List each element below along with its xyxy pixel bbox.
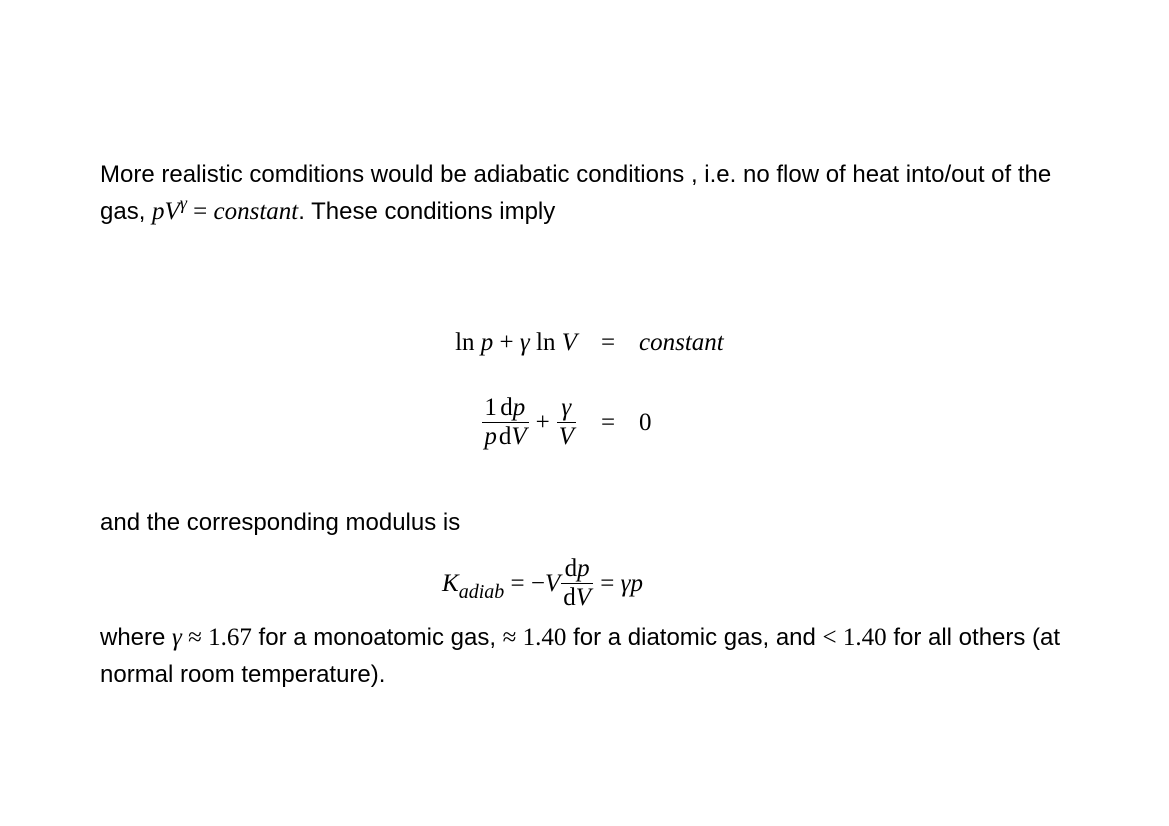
d-operator: d xyxy=(498,423,512,450)
fraction-dp-dV xyxy=(497,395,529,450)
d-operator: d xyxy=(564,555,578,582)
conclusion-text: for a monoatomic gas, xyxy=(251,624,503,651)
ln-operator: ln xyxy=(529,329,562,356)
fraction-numerator: 1 xyxy=(484,394,497,421)
var-V: V xyxy=(511,423,527,450)
var-gamma: γ xyxy=(519,329,530,356)
equals-sign: = xyxy=(594,569,621,597)
fraction-denominator: p xyxy=(484,423,497,450)
conclusion-text: for a diatomic gas, and xyxy=(566,624,823,651)
ln-operator: ln xyxy=(455,329,475,356)
eq-p: p xyxy=(152,198,165,225)
plus-sign: + xyxy=(535,408,550,436)
var-V: V xyxy=(575,584,592,611)
equation-row-1 xyxy=(437,328,724,358)
eq-equals: = xyxy=(186,198,214,225)
d-operator: d xyxy=(563,584,576,611)
fraction-denominator xyxy=(497,422,529,450)
var-gamma: γ xyxy=(620,569,631,597)
plus-sign: + xyxy=(493,329,520,356)
fraction-numerator: γ xyxy=(561,394,572,421)
equals-sign: = xyxy=(600,408,616,436)
var-p: p xyxy=(512,394,526,421)
conclusion-paragraph xyxy=(100,619,1080,693)
modulus-equation xyxy=(442,556,643,611)
equation-row-2-lhs xyxy=(437,395,577,450)
var-K: K xyxy=(442,569,459,597)
conclusion-text: where xyxy=(100,624,173,651)
intro-text: More realistic comditions would be adiabatic conditions , i.e. no flow of heat into/out of the gas, xyxy=(100,161,1052,225)
var-V: V xyxy=(561,329,577,356)
eq-gamma-exponent: γ xyxy=(179,193,187,213)
var-V: V xyxy=(544,569,561,597)
conclusion-text: for all others (at normal room temperature). xyxy=(100,624,1061,688)
fraction-numerator xyxy=(563,556,592,583)
approx-value-diatomic: ≈ 1.40 xyxy=(502,624,567,651)
equals-sign: = xyxy=(600,329,616,356)
eq-constant: constant xyxy=(213,198,299,225)
approx-value-monoatomic: ≈ 1.67 xyxy=(181,624,252,651)
fraction-gamma-over-V xyxy=(557,395,576,450)
equation-row-2 xyxy=(437,395,652,450)
less-than-value: < 1.40 xyxy=(822,624,887,651)
fraction-numerator xyxy=(498,395,527,422)
intro-paragraph xyxy=(100,156,1080,232)
var-gamma: γ xyxy=(172,624,182,651)
modulus-intro-paragraph: and the corresponding modulus is xyxy=(100,509,461,536)
fraction-dp-dV xyxy=(561,556,593,611)
var-p: p xyxy=(480,329,494,356)
eq-V: V xyxy=(164,198,180,225)
fraction-denominator xyxy=(561,583,593,611)
var-p: p xyxy=(630,569,643,597)
d-operator: d xyxy=(500,394,513,421)
equation-row-1-lhs xyxy=(437,328,577,358)
rhs-zero: 0 xyxy=(639,408,652,436)
equals-minus: = − xyxy=(504,569,545,597)
rhs-constant: constant xyxy=(639,329,724,356)
intro-text-end: . These conditions imply xyxy=(298,198,556,225)
subscript-adiab: adiab xyxy=(458,580,505,603)
fraction-denominator: V xyxy=(558,423,574,450)
var-p: p xyxy=(577,555,590,582)
